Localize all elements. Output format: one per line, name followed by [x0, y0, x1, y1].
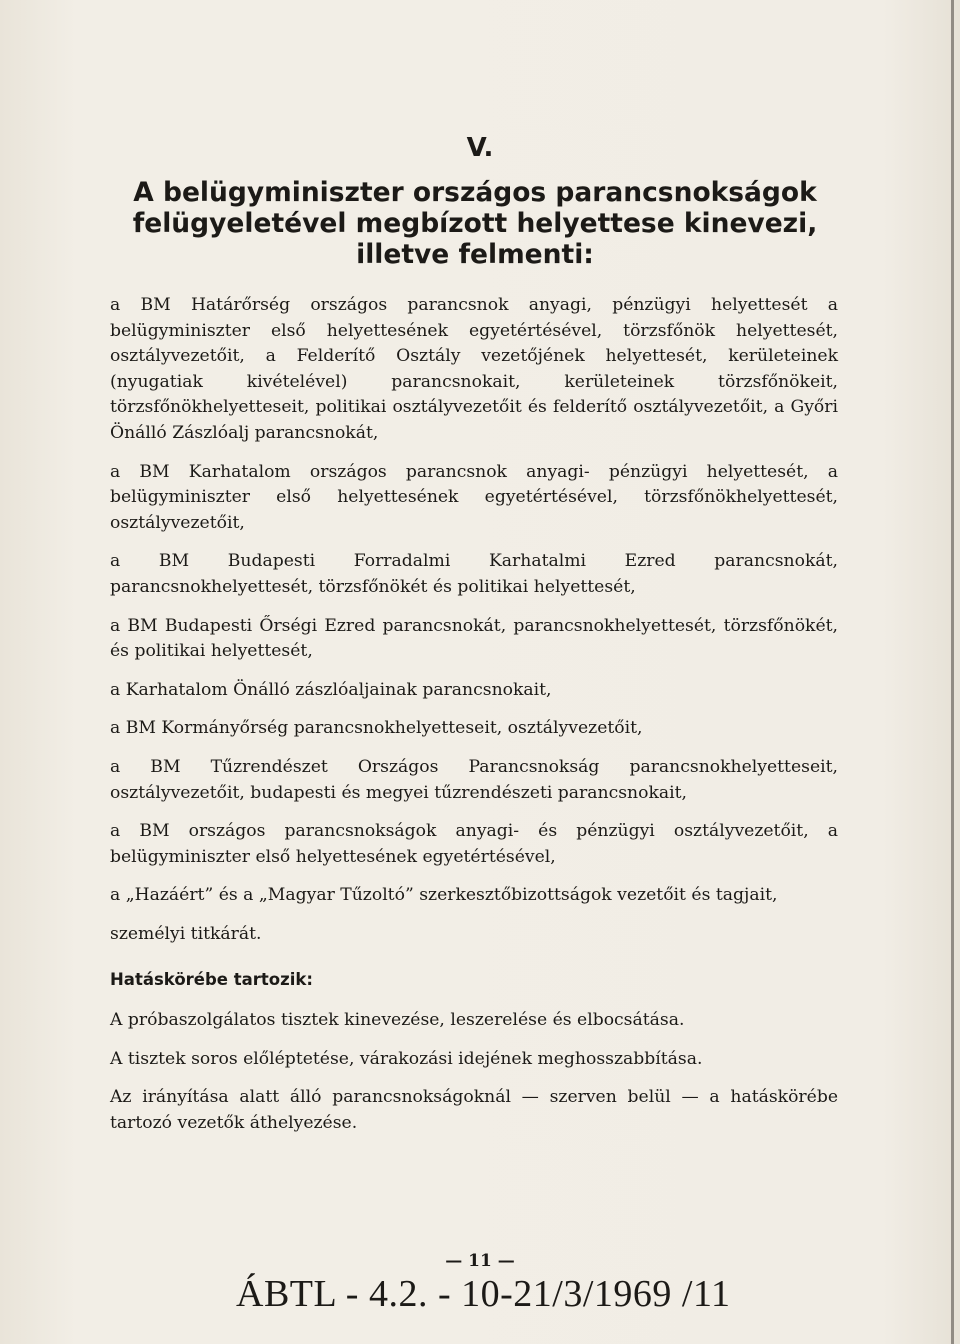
- appointment-paragraph: a BM Karhatalom országos parancsnok anyagi- pénzügyi helyettesét, a belügyminiszter első helyettesének egyetértésével, törzsfőnökhelyettesét, osztályvezetőit,: [110, 461, 838, 533]
- appointment-paragraph: a BM Budapesti Őrségi Ezred parancsnokát, parancsnokhelyettesét, törzsfőnökét, és politikai helyettesét,: [110, 615, 838, 662]
- heading-line: felügyeletével megbízott helyettese kinevezi,: [132, 208, 818, 239]
- heading-line: A belügyminiszter országos parancsnokságok: [133, 177, 817, 208]
- duty-item: A tisztek soros előléptetése, várakozási idejének meghosszabbítása.: [110, 1048, 703, 1069]
- chapter-number: V.: [466, 133, 494, 163]
- page-edge: [951, 0, 954, 1344]
- appointment-paragraph: személyi titkárát.: [110, 923, 262, 944]
- appointment-paragraph: a Karhatalom Önálló zászlóaljainak parancsnokait,: [110, 679, 552, 700]
- section-heading: [110, 177, 840, 270]
- appointment-paragraph: a „Hazáért” és a „Magyar Tűzoltó” szerkesztőbizottságok vezetőit és tagjait,: [110, 885, 778, 906]
- appointment-paragraph: a BM országos parancsnokságok anyagi- és pénzügyi osztályvezetőit, a belügyminiszter első helyettesének egyetértésével,: [110, 821, 838, 867]
- duty-item: A próbaszolgálatos tisztek kinevezése, leszerelése és elbocsátása.: [110, 1010, 685, 1031]
- page-number: — 11 —: [445, 1251, 515, 1271]
- authority-subheading: Hatáskörébe tartozik:: [110, 970, 313, 990]
- archive-stamp: ÁBTL - 4.2. - 10-21/3/1969 /11: [236, 1273, 731, 1315]
- heading-line: illetve felmenti:: [356, 239, 594, 270]
- document-body: [110, 293, 838, 1149]
- appointment-paragraph: a BM Határőrség országos parancsnok anyagi, pénzügyi helyettesét a belügyminiszter első helyettesének egyetértésével, törzsfőnök helyettesét, osztályvezetőit, a Felderítő Osztály vezetőjének helyettesét, kerületeinek (nyugatiak kivételével) parancsnokait, kerületeinek törzsfőnökeit, törzsfőnökhelyetteseit, politikai osztályvezetőit és felderítő osztályvezetőit, a Győri Önálló Zászlóalj parancsnokát,: [110, 295, 838, 443]
- appointment-paragraph: a BM Tűzrendészet Országos Parancsnokság parancsnokhelyetteseit, osztályvezetőit, budapesti és megyei tűzrendészeti parancsnokait,: [110, 756, 838, 803]
- appointment-paragraph: a BM Kormányőrség parancsnokhelyetteseit, osztályvezetőit,: [110, 718, 643, 739]
- appointment-paragraph: a BM Budapesti Forradalmi Karhatalmi Ezred parancsnokát, parancsnokhelyettesét, törzsfőnökét és politikai helyettesét,: [110, 551, 838, 597]
- duty-item: Az irányítása alatt álló parancsnokságoknál — szerven belül — a hatáskörébe tartozó vezetők áthelyezése.: [110, 1087, 838, 1133]
